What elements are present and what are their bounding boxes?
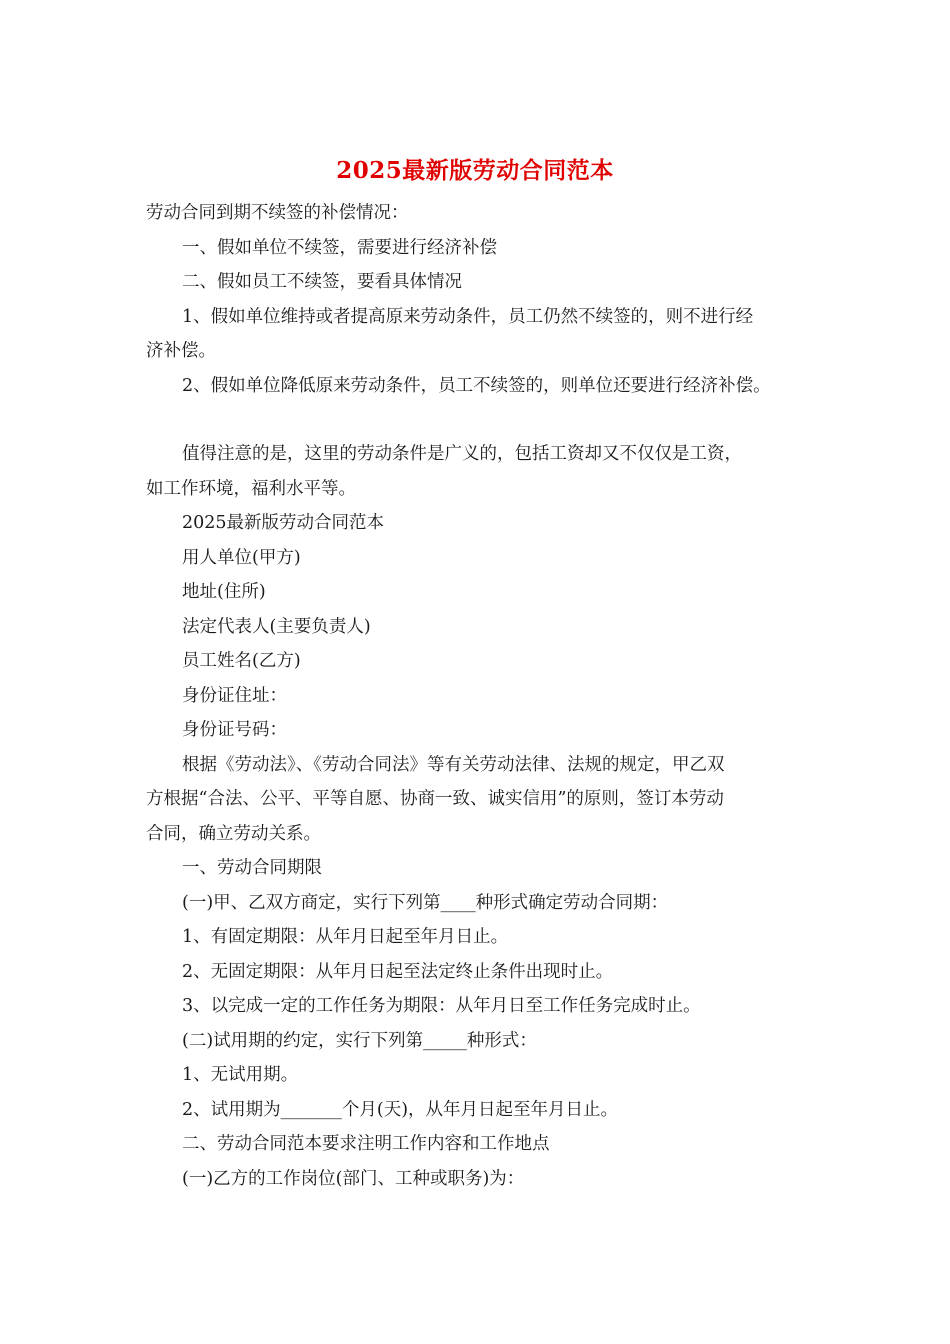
paragraph-line: 身份证号码：	[182, 720, 287, 740]
paragraph-line: (一)乙方的工作岗位(部门、工种或职务)为：	[182, 1168, 525, 1189]
paragraph-line: 用人单位(甲方)	[182, 547, 301, 568]
paragraph-line: 根据《劳动法》、《劳动合同法》等有关劳动法律、法规的规定，甲乙双	[182, 754, 725, 775]
paragraph-line: 合同，确立劳动关系。	[146, 823, 321, 844]
paragraph-line: 2025最新版劳动合同范本	[182, 513, 385, 533]
paragraph-line: 1、无试用期。	[182, 1065, 299, 1085]
paragraph-line: 一、假如单位不续签，需要进行经济补偿	[182, 237, 497, 258]
paragraph-line: 3、以完成一定的工作任务为期限：从年月日至工作任务完成时止。	[182, 996, 701, 1016]
paragraph-line: 员工姓名(乙方)	[182, 651, 301, 671]
document-title: 2025最新版劳动合同范本	[336, 157, 614, 184]
paragraph-line: 二、劳动合同范本要求注明工作内容和工作地点	[182, 1134, 550, 1154]
blank-line	[146, 403, 826, 437]
paragraph-line: 方根据“合法、公平、平等自愿、协商一致、诚实信用”的原则，签订本劳动	[146, 789, 724, 809]
paragraph-line: 2、试用期为_______个月(天)，从年月日起至年月日止。	[182, 1099, 619, 1120]
paragraph-line: 1、假如单位维持或者提高原来劳动条件，员工仍然不续签的，则不进行经	[182, 306, 754, 327]
paragraph-line: 2、假如单位降低原来劳动条件，员工不续签的，则单位还要进行经济补偿。	[182, 375, 771, 396]
paragraph-line: 劳动合同到期不续签的补偿情况：	[146, 203, 409, 223]
paragraph-line: 身份证住址：	[182, 685, 287, 706]
paragraph-line: 如工作环境，福利水平等。	[146, 478, 356, 499]
paragraph-line: 地址(住所)	[182, 582, 266, 602]
paragraph-line: 二、假如员工不续签，要看具体情况	[182, 272, 462, 292]
paragraph-line: 一、劳动合同期限	[182, 858, 322, 878]
paragraph-line: (一)甲、乙双方商定，实行下列第____种形式确定劳动合同期：	[182, 892, 669, 913]
paragraph-line: 值得注意的是，这里的劳动条件是广义的，包括工资却又不仅仅是工资，	[182, 444, 742, 464]
paragraph-line: 2、无固定期限：从年月日起至法定终止条件出现时止。	[182, 961, 614, 982]
paragraph-line: (二)试用期的约定，实行下列第_____种形式：	[182, 1030, 537, 1051]
document-body	[146, 196, 826, 1196]
paragraph-line: 济补偿。	[146, 341, 216, 361]
paragraph-line: 1、有固定期限：从年月日起至年月日止。	[182, 927, 509, 947]
paragraph-line: 法定代表人(主要负责人)	[182, 616, 371, 637]
